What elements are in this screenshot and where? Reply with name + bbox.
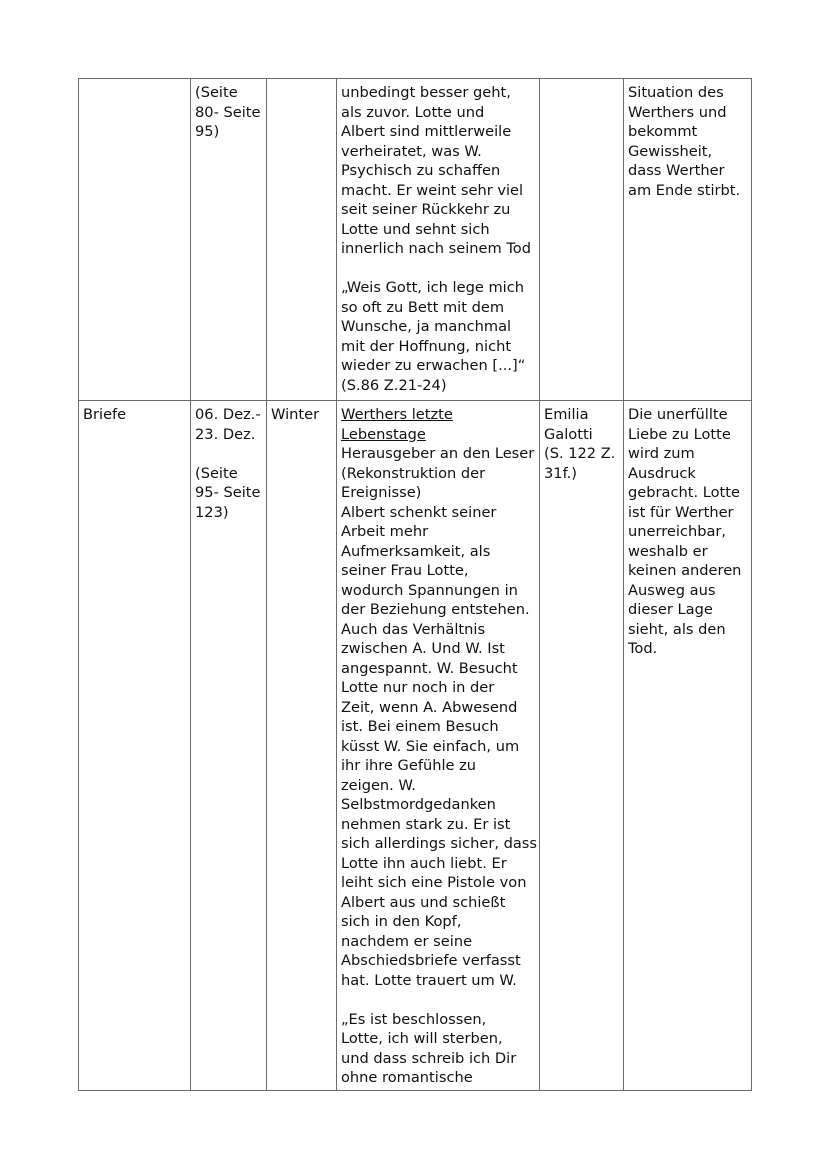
text-line: Ereignisse): [341, 484, 422, 501]
text-line: verheiratet, was W.: [341, 142, 482, 160]
text-line: bekommt: [628, 123, 698, 140]
text-line: Liebe zu Lotte: [628, 425, 731, 443]
text-line: Werthers und: [628, 103, 727, 121]
date-cell: [191, 401, 267, 1091]
text-line: weshalb er: [628, 542, 708, 560]
text-line: seiner Frau Lotte,: [341, 562, 469, 579]
text-line: so oft zu Bett mit dem: [341, 298, 505, 316]
text-line: Albert aus und schießt: [341, 893, 506, 911]
text-line: unerreichbar,: [628, 523, 727, 540]
text-line: dieser Lage: [628, 601, 713, 618]
text-line: nehmen stark zu. Er ist: [341, 815, 511, 833]
text-line: Zeit, wenn A. Abwesend: [341, 698, 518, 716]
text-line: 123): [195, 503, 229, 521]
text-line: hat. Lotte trauert um W.: [341, 971, 517, 989]
text-line: Selbstmordgedanken: [341, 796, 496, 813]
text-line: wieder zu erwachen [...]“: [341, 357, 526, 374]
text-line: als zuvor. Lotte und: [341, 103, 485, 121]
text-line: ihr ihre Gefühle zu: [341, 757, 477, 774]
text-line: Lotte, ich will sterben,: [341, 1030, 503, 1047]
content-quote: [341, 1010, 536, 1088]
text-line: leiht sich eine Pistole von: [341, 874, 527, 891]
text-line: (Rekonstruktion der: [341, 464, 486, 482]
text-line: (Seite: [195, 84, 238, 101]
reference-cell: [540, 79, 624, 401]
page-range: [195, 83, 263, 142]
text-line: Tod.: [628, 640, 658, 657]
text-line: Lotte ihn auch liebt. Er: [341, 854, 507, 872]
text-line: gebracht. Lotte: [628, 484, 740, 501]
analysis-table: [78, 78, 752, 1091]
text-line: (Seite: [195, 464, 238, 482]
season-cell: Winter: [267, 401, 337, 1091]
text-line: zeigen. W.: [341, 776, 416, 794]
text-line: küsst W. Sie einfach, um: [341, 737, 520, 755]
interpretation-cell: [624, 79, 752, 401]
text-line: Wunsche, ja manchmal: [341, 318, 512, 335]
text-line: Gewissheit,: [628, 142, 713, 160]
text-line: wodurch Spannungen in: [341, 581, 518, 599]
text-line: Auch das Verhältnis: [341, 620, 486, 638]
text-line: Abschiedsbriefe verfasst: [341, 952, 521, 969]
text-line: Lotte und sehnt sich: [341, 220, 490, 238]
text-line: Lebenstage: [341, 425, 426, 443]
text-line: unbedingt besser geht,: [341, 84, 511, 101]
text-line: angespannt. W. Besucht: [341, 659, 518, 677]
interpretation-text: [628, 83, 748, 200]
content-cell: [337, 79, 540, 401]
form-cell: [79, 79, 191, 401]
content-paragraph: [341, 83, 536, 259]
text-line: ist. Bei einem Besuch: [341, 718, 499, 735]
table-row: [79, 79, 752, 401]
text-line: 80- Seite: [195, 103, 261, 121]
text-line: nachdem er seine: [341, 932, 473, 950]
text-line: Werthers letzte: [341, 406, 453, 423]
text-line: Situation des: [628, 84, 724, 101]
text-line: Emilia: [544, 406, 589, 423]
season-cell: [267, 79, 337, 401]
text-line: 31f.): [544, 464, 577, 482]
text-line: mit der Hoffnung, nicht: [341, 337, 512, 355]
text-line: Arbeit mehr: [341, 523, 429, 540]
interpretation-cell: [624, 401, 752, 1091]
reference-cell: [540, 401, 624, 1091]
text-line: 23. Dez.: [195, 425, 256, 443]
text-line: Herausgeber an den Leser: [341, 445, 535, 462]
form-cell: Briefe: [79, 401, 191, 1091]
text-line: seit seiner Rückkehr zu: [341, 201, 511, 218]
page-range: [195, 464, 263, 523]
reference-text: [544, 405, 620, 483]
text-line: Albert sind mittlerweile: [341, 123, 512, 140]
text-line: dass Werther: [628, 162, 725, 179]
table-row: [79, 401, 752, 1091]
text-line: sieht, als den: [628, 620, 726, 638]
text-line: (S. 122 Z.: [544, 445, 616, 462]
text-line: der Beziehung entstehen.: [341, 601, 530, 618]
content-heading: [341, 405, 536, 444]
date-cell: [191, 79, 267, 401]
text-line: sich in den Kopf,: [341, 913, 462, 930]
text-line: keinen anderen: [628, 562, 742, 579]
text-line: „Es ist beschlossen,: [341, 1010, 487, 1028]
text-line: innerlich nach seinem Tod: [341, 240, 532, 257]
text-line: zwischen A. Und W. Ist: [341, 640, 505, 657]
text-line: Albert schenkt seiner: [341, 503, 497, 521]
text-line: ist für Werther: [628, 503, 734, 521]
text-line: Psychisch zu schaffen: [341, 162, 501, 179]
text-line: Die unerfüllte: [628, 406, 728, 423]
text-line: Ausdruck: [628, 464, 696, 482]
text-line: 95- Seite: [195, 484, 261, 501]
text-line: 06. Dez.-: [195, 406, 261, 423]
text-line: wird zum: [628, 445, 695, 462]
content-cell: [337, 401, 540, 1091]
text-line: Lotte nur noch in der: [341, 679, 495, 696]
text-line: am Ende stirbt.: [628, 181, 741, 199]
text-line: Aufmerksamkeit, als: [341, 542, 491, 560]
text-line: macht. Er weint sehr viel: [341, 181, 524, 199]
text-line: „Weis Gott, ich lege mich: [341, 279, 524, 296]
interpretation-text: [628, 405, 748, 659]
text-line: Ausweg aus: [628, 581, 716, 599]
content-paragraph: [341, 444, 536, 990]
text-line: sich allerdings sicher, dass: [341, 835, 538, 852]
text-line: Galotti: [544, 425, 593, 443]
text-line: und dass schreib ich Dir: [341, 1049, 517, 1067]
content-quote: [341, 278, 536, 395]
date-range: [195, 405, 263, 444]
text-line: 95): [195, 123, 220, 140]
text-line: (S.86 Z.21-24): [341, 376, 447, 394]
text-line: ohne romantische: [341, 1069, 473, 1086]
